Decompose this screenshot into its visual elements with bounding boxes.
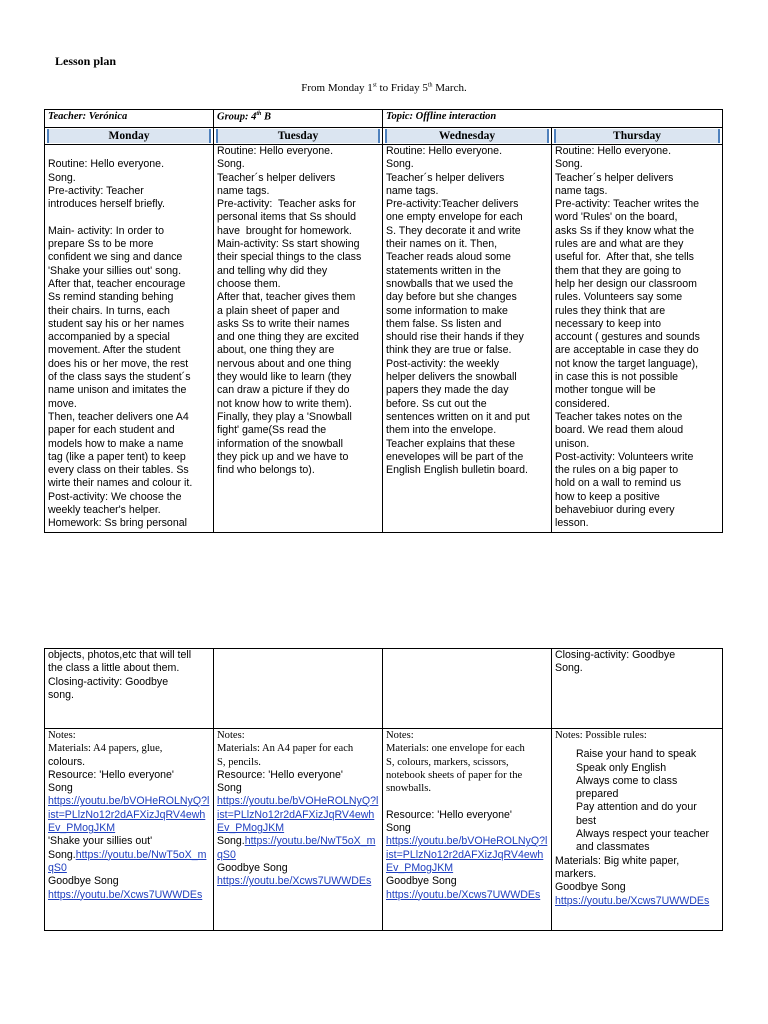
rule-item: Always come to class prepared [576, 774, 678, 801]
lesson-plan-table-continued [44, 648, 723, 931]
hello-everyone-song-link[interactable]: https://youtu.be/bVOHeROLNyQ?list=PLlzNo12r2dAFXizJqRV4ewhEv_PMogJKM [48, 795, 210, 835]
notes-heading: Notes: Possible rules: [555, 730, 647, 741]
monday-plan-continued: objects, photos,etc that will tell the class a little about them. Closing-activity: Goodbye song. [45, 649, 214, 729]
thursday-notes [552, 729, 723, 931]
thursday-plan: Routine: Hello everyone. Song. Teacher´s helper delivers name tags. Pre-activity: Teacher writes the word 'Rules' on the board, asks Ss if they know what the rules are and what are they useful for. After that, she tells them that they are going to help her design our classroom rules. Volunteers say some rules they think that are necessary to keep into account ( gestures and sounds are acceptable in case they do not know the target language), in case this is not possible mother tongue will be considered. Teacher takes notes on the board. We read them aloud unison. Post-activity: Volunteers write the rules on a big paper to hold on a wall to remind us how to keep a positive behavebiuor during every lesson. [552, 145, 723, 533]
shake-sillies-song-link[interactable]: https://youtu.be/NwT5oX_mqS0 [48, 848, 207, 874]
monday-notes [45, 729, 214, 931]
hello-everyone-song-link[interactable]: https://youtu.be/bVOHeROLNyQ?list=PLlzNo12r2dAFXizJqRV4ewhEv_PMogJKM [217, 795, 379, 835]
notes-text: 'Shake your sillies out' Song.https://youtu.be/NwT5oX_mqS0 [48, 835, 207, 874]
day-header-monday: Monday [47, 129, 211, 143]
notes-text: Resource: 'Hello everyone' Song [217, 768, 343, 795]
wednesday-plan: Routine: Hello everyone. Song. Teacher´s helper delivers name tags. Pre-activity:Teacher delivers one empty envelope for each S. They decorate it and write their names on it. Then, Teacher reads aloud some statements written in the snowballs that we used the day before but she changes some information to make them false. Ss listen and should rise their hands if they think they are true or false. Post-activity: the weekly helper delivers the snowball papers they made the day before. Ss cut out the sentences written on it and put them into the envelope. Teacher explains that these enevelopes will be part of the English English bulletin board. [383, 145, 552, 533]
shake-sillies-song-link[interactable]: https://youtu.be/NwT5oX_mqS0 [217, 835, 376, 861]
notes-text: Resource: 'Hello everyone' Song [386, 808, 512, 835]
day-cell-wednesday [383, 128, 552, 145]
day-cell-thursday [552, 128, 723, 145]
tuesday-plan-continued [214, 649, 383, 729]
goodbye-song-link[interactable]: https://youtu.be/Xcws7UWWDEs [217, 875, 372, 888]
goodbye-song-link[interactable]: https://youtu.be/Xcws7UWWDEs [386, 888, 541, 901]
notes-text: colours. Resource: 'Hello everyone' Song [48, 755, 174, 795]
notes-text: Goodbye Song [386, 875, 457, 888]
rule-item: Raise your hand to speak [576, 748, 697, 761]
rule-item: Speak only English [576, 761, 667, 774]
day-cell-monday [45, 128, 214, 145]
notes-text: Song.https://youtu.be/NwT5oX_mqS0 [217, 835, 376, 861]
rule-item: Pay attention and do your best [576, 801, 697, 827]
rules-list [555, 748, 719, 854]
wednesday-notes [383, 729, 552, 931]
notes-heading: Notes: Materials: one envelope for each S, colours, markers, scissors, notebook sheets of paper for the snowballs. [386, 730, 525, 795]
day-cell-tuesday [214, 128, 383, 145]
teacher-cell: Teacher: Verónica [45, 110, 214, 128]
notes-heading: Notes: Materials: An A4 paper for each S, pencils. [217, 730, 354, 768]
notes-heading: Notes: Materials: A4 papers, glue, [48, 730, 163, 755]
day-header-wednesday: Wednesday [385, 129, 549, 143]
day-header-thursday: Thursday [554, 129, 720, 143]
topic-cell: Topic: Offline interaction [383, 110, 723, 128]
notes-text: Goodbye Song [217, 861, 288, 874]
page-title: Lesson plan [55, 54, 117, 68]
thursday-plan-continued: Closing-activity: Goodbye Song. [552, 649, 723, 729]
tuesday-notes [214, 729, 383, 931]
group-cell: Group: 4th B [214, 110, 383, 128]
lesson-plan-table [44, 109, 723, 533]
monday-plan: Routine: Hello everyone. Song. Pre-activity: Teacher introduces herself briefly. Main- activity: In order to prepare Ss to be more confident we sing and dance 'Shake your sillies out' song. After that, teacher encourage Ss remind standing behing their chairs. In turns, each student say his or her names accompanied by a special movement. After the student does his or her move, the rest of the class says the student´s name unison and imitates the move. Then, teacher delivers one A4 paper for each student and models how to make a name tag (like a paper tent) to keep every class on their tables. Ss wirte their names and colour it. Post-activity: We choose the weekly teacher's helper. Homework: Ss bring personal [45, 145, 214, 533]
goodbye-song-link[interactable]: https://youtu.be/Xcws7UWWDEs [48, 888, 203, 901]
notes-text: Materials: Big white paper, markers. Goodbye Song [555, 854, 680, 894]
rule-item: Always respect your teacher and classmates [576, 828, 710, 854]
date-range: From Monday 1st to Friday 5th March. [301, 82, 467, 94]
notes-text: Goodbye Song [48, 875, 119, 888]
goodbye-song-link[interactable]: https://youtu.be/Xcws7UWWDEs [555, 894, 710, 907]
day-header-tuesday: Tuesday [216, 129, 380, 143]
hello-everyone-song-link[interactable]: https://youtu.be/bVOHeROLNyQ?list=PLlzNo12r2dAFXizJqRV4ewhEv_PMogJKM [386, 835, 548, 874]
tuesday-plan: Routine: Hello everyone. Song. Teacher´s helper delivers name tags. Pre-activity: Teacher asks for personal items that Ss should have brought for homework. Main-activity: Ss start showing their special things to the class and telling why did they choose them. After that, teacher gives them a plain sheet of paper and asks Ss to write their names and one thing they are excited about, one thing they are nervous about and one thing they would like to learn (they can draw a picture if they do not know how to write them). Finally, they play a 'Snowball fight' game(Ss read the information of the snowball they pick up and we have to find who belongs to). [214, 145, 383, 533]
wednesday-plan-continued [383, 649, 552, 729]
